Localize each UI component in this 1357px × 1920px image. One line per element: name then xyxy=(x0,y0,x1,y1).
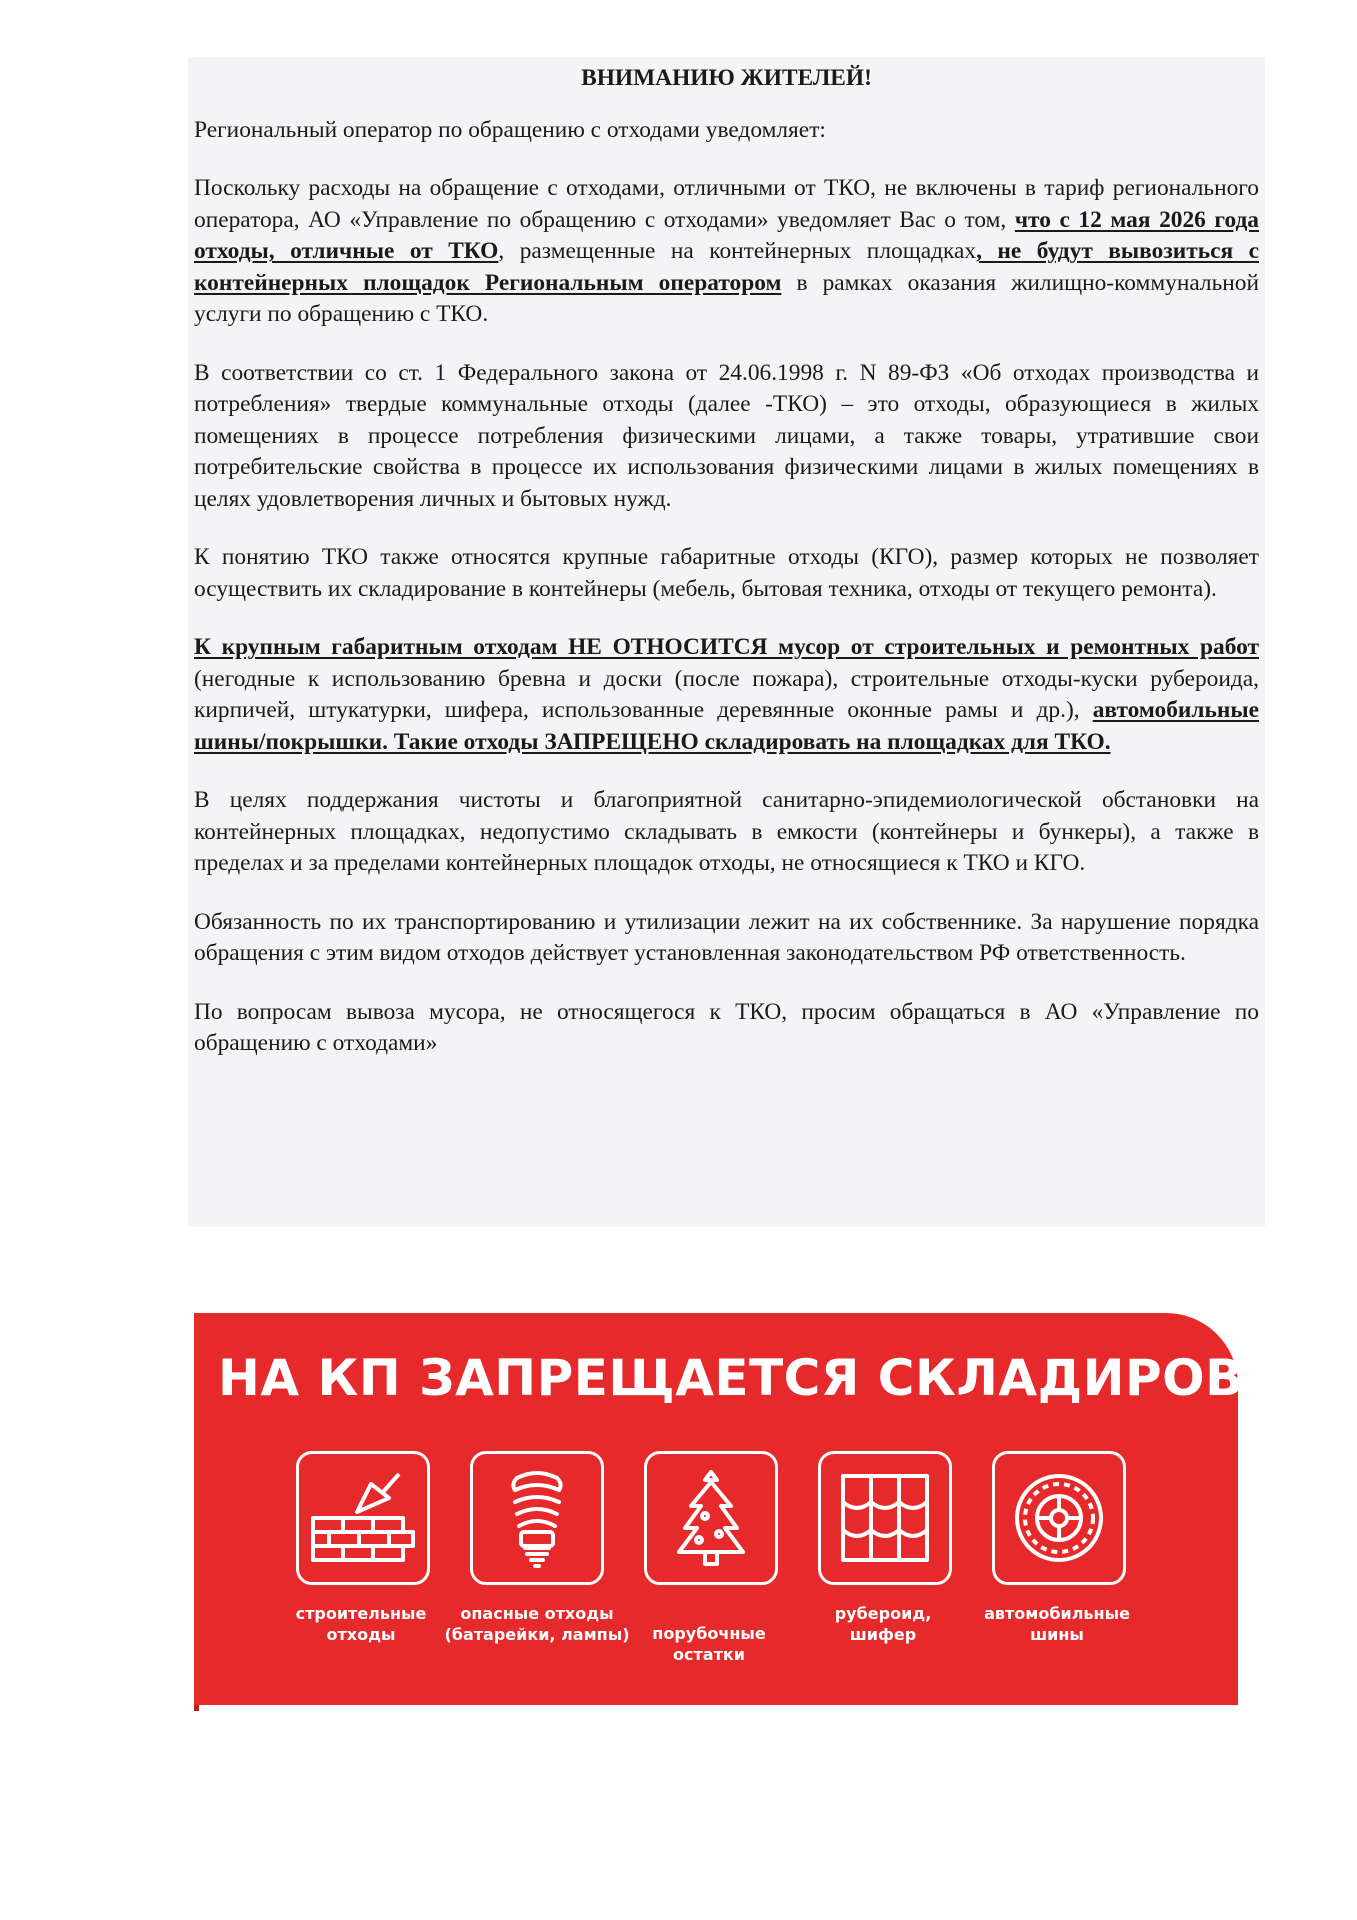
notice-document xyxy=(188,57,1265,1227)
caption-tires: автомобильные шины xyxy=(984,1604,1130,1644)
notice-paragraph-sanitary: В целях поддержания чистоты и благоприятной санитарно-эпидемиологической обстановки на контейнерных площадках, недопустимо складывать в емкости (контейнеры и бункеры), а также в пределах и за пределами контейнерных площадок отходы, не относящиеся к ТКО и КГО. xyxy=(194,787,1259,876)
roof-tile-icon xyxy=(818,1451,952,1585)
fir-tree-icon xyxy=(644,1451,778,1585)
text-run: (негодные к использованию бревна и доски (после пожара), строительные отходы-куски рубероида, кирпичей, штукатурки, шифера, использованные деревянные оконные рамы и др.), xyxy=(194,665,1259,723)
notice-paragraph-contact: По вопросам вывоза мусора, не относящегося к ТКО, просим обращаться в АО «Управление по обращению с отходами» xyxy=(194,998,1259,1056)
deadline-highlight: что с 12 мая 2026 года отходы, отличные от ТКО xyxy=(194,206,1260,264)
lamp-bulb-icon xyxy=(470,1451,604,1585)
notice-paragraph-prohibited xyxy=(194,632,1259,758)
banner-title: НА КП ЗАПРЕЩАЕТСЯ СКЛАДИРОВАТЬ xyxy=(218,1349,1357,1407)
brick-trowel-icon xyxy=(296,1451,430,1585)
caption-cuttings: порубочные остатки xyxy=(652,1624,766,1664)
notice-intro: Региональный оператор по обращению с отходами уведомляет: xyxy=(194,116,826,143)
no-removal-highlight: , не будут вывозиться с контейнерных площадок Региональным оператором xyxy=(194,238,1259,296)
tire-icon xyxy=(992,1451,1126,1585)
notice-title: ВНИМАНИЮ ЖИТЕЛЕЙ! xyxy=(581,65,872,91)
text-run: в рамках оказания жилищно-коммунальной услуги по обращению с ТКО. xyxy=(194,269,1259,327)
caption-roofing: рубероид, шифер xyxy=(834,1604,932,1644)
caption-hazardous: опасные отходы (батарейки, лампы) xyxy=(444,1604,630,1644)
text-run: , размещенные на контейнерных площадках xyxy=(498,238,977,264)
tires-prohibited-highlight: автомобильные шины/покрышки. Такие отходы ЗАПРЕЩЕНО складировать на площадках для ТКО. xyxy=(194,697,1259,755)
notice-paragraph-law: В соответствии со ст. 1 Федерального закона от 24.06.1998 г. N 89-ФЗ «Об отходах производства и потребления» твердые коммунальные отходы (далее -ТКО) – это отходы, образующиеся в жилых помещениях в процессе потребления физическими лицами, а также товары, утратившие свои потребительские свойства в процессе их использования физическими лицами в жилых помещениях в целях удовлетворения личных и бытовых нужд. xyxy=(194,359,1259,512)
caption-construction: строительные отходы xyxy=(295,1604,427,1644)
not-kgo-highlight: К крупным габаритным отходам НЕ ОТНОСИТСЯ мусор от строительных и ремонтных работ xyxy=(194,634,1259,660)
notice-paragraph-deadline xyxy=(194,173,1259,331)
notice-paragraph-responsibility: Обязанность по их транспортированию и утилизации лежит на их собственнике. За нарушение порядка обращения с этим видом отходов действует установленная законодательством РФ ответственность. xyxy=(194,908,1259,966)
notice-paragraph-kgo: К понятию ТКО также относятся крупные габаритные отходы (КГО), размер которых не позволяет осуществить их складирование в контейнеры (мебель, бытовая техника, отходы от текущего ремонта). xyxy=(194,544,1259,602)
text-run: Поскольку расходы на обращение с отходами, отличными от ТКО, не включены в тариф регионального оператора, АО «Управление по обращению с отходами» уведомляет Вас о том, xyxy=(194,175,1259,233)
prohibition-banner xyxy=(194,1313,1357,1705)
